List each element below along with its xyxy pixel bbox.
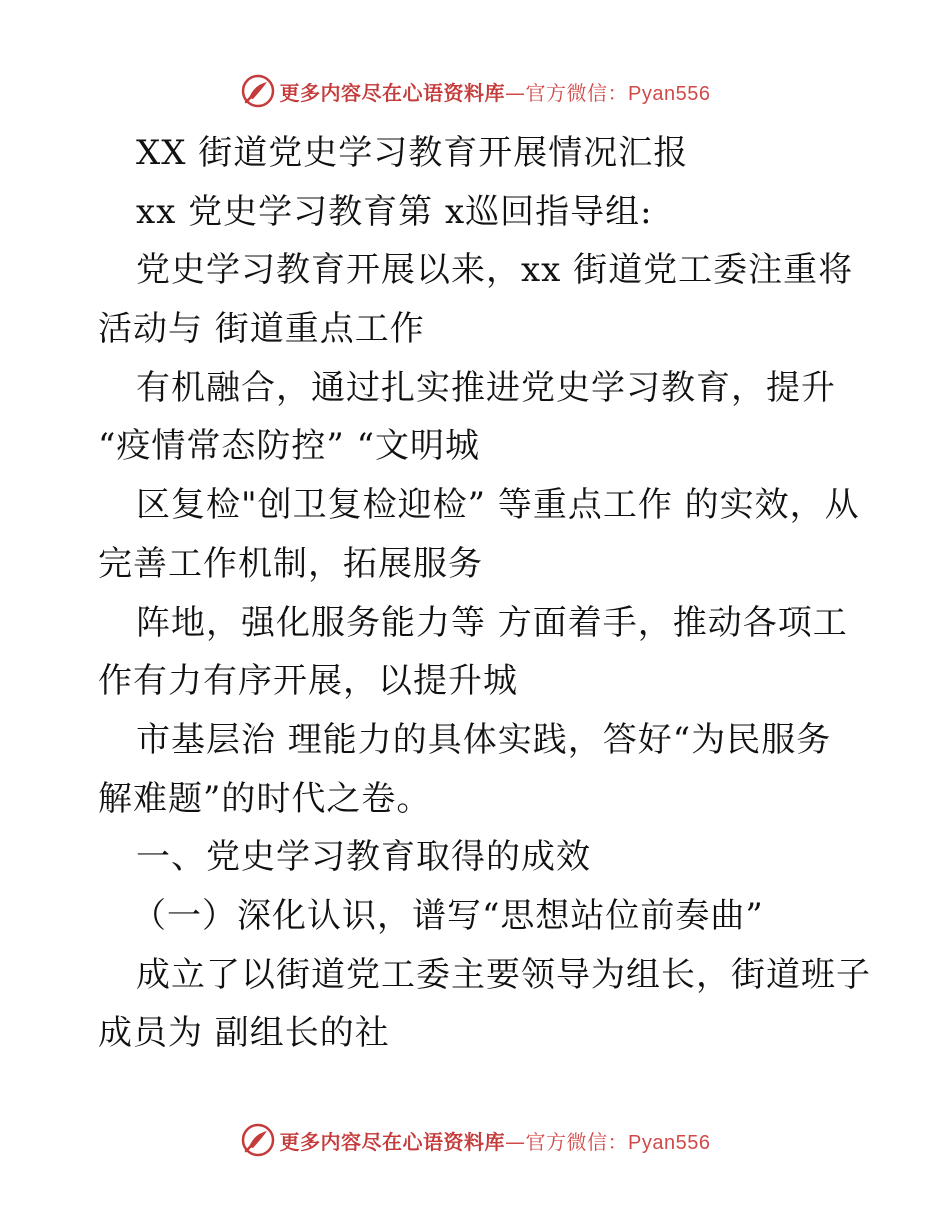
paragraph-line: 阵地，强化服务能力等 方面着手，推动各项工: [136, 602, 848, 643]
paragraph-line: “疫情常态防控” “文明城: [98, 426, 480, 467]
banner-text: [280, 77, 711, 106]
banner-wechat-id: Pyan556: [628, 82, 711, 105]
paragraph-line: 有机融合，通过扎实推进党史学习教育，提升: [136, 367, 836, 408]
paragraph-line: 活动与 街道重点工作: [98, 309, 425, 350]
paragraph-line: 党史学习教育开展以来，xx 街道党工委注重将: [136, 250, 854, 291]
paragraph-line: 解难题”的时代之卷。: [98, 778, 432, 819]
paragraph-line: 完善工作机制，拓展服务: [98, 543, 483, 584]
footer-watermark-banner: [0, 1120, 950, 1160]
paragraph-line: 作有力有序开展，以提升城: [98, 661, 518, 702]
subsection-heading: （一）深化认识，谱写“思想站位前奏曲”: [132, 895, 764, 936]
paragraph-line: 区复检"创卫复检迎检” 等重点工作 的实效，从: [136, 485, 860, 526]
header-watermark-banner: [0, 71, 950, 111]
paragraph-line: 市基层治 理能力的具体实践，答好“为民服务: [136, 719, 832, 760]
banner-main: 更多内容尽在心语资料库: [279, 1129, 506, 1154]
document-body: [98, 124, 871, 1063]
addressee-line: xx 党史学习教育第 x巡回指导组:: [136, 191, 653, 232]
document-title: XX 街道党史学习教育开展情况汇报: [136, 133, 689, 173]
banner-main: 更多内容尽在心语资料库: [279, 80, 506, 105]
paragraph-line: 成立了以街道党工委主要领导为组长，街道班子: [136, 954, 871, 995]
paragraph-line: 成员为 副组长的社: [98, 1013, 390, 1054]
banner-label: 官方微信：: [525, 1129, 629, 1154]
banner-text: [280, 1126, 711, 1155]
banner-dash: —: [505, 80, 526, 105]
banner-wechat-id: Pyan556: [628, 1131, 711, 1154]
banner-dash: —: [505, 1129, 526, 1154]
banner-label: 官方微信：: [525, 80, 629, 105]
section-heading: 一、党史学习教育取得的成效: [136, 837, 591, 878]
pen-logo-icon: [240, 73, 276, 109]
pen-logo-icon: [240, 1122, 276, 1158]
